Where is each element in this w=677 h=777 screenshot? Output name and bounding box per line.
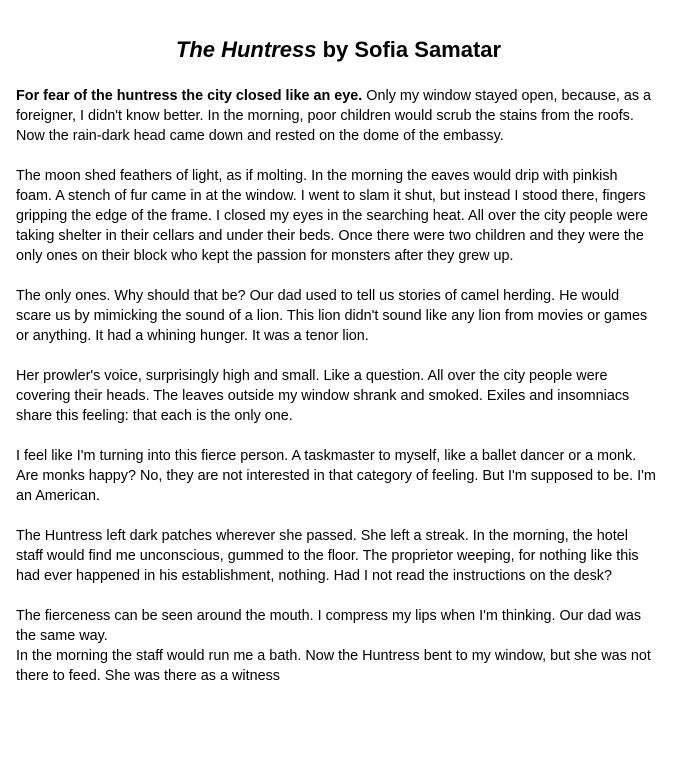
paragraph-1-lead: For fear of the huntress the city closed like an eye.	[16, 88, 363, 104]
paragraph-7: The fierceness can be seen around the mouth. I compress my lips when I'm thinking. Our dad was the same way.	[16, 608, 642, 644]
document-body	[16, 86, 656, 686]
paragraph-1	[16, 86, 656, 146]
paragraph-1-text: Only my window stayed open, because, as a foreigner, I didn't know better. In the morning, poor children would scrub the stains from the roofs. Now the rain-dark head came down and rested on the dome of the embassy.	[16, 88, 652, 144]
paragraph-8: In the morning the staff would run me a bath. Now the Huntress bent to my window, but she was not there to feed. She was there as a witness	[16, 648, 651, 684]
document-page	[0, 36, 677, 777]
paragraph-4: Her prowler's voice, surprisingly high and small. Like a question. All over the city people were covering their heads. The leaves outside my window shrank and smoked. Exiles and insomniacs share this feeling: that each is the only one.	[16, 368, 630, 424]
title-work-name: The Huntress	[175, 37, 317, 62]
paragraph-3: The only ones. Why should that be? Our dad used to tell us stories of camel herding. He would scare us by mimicking the sound of a lion. This lion didn't sound like any lion from movies or games or anything. It had a whining hunger. It was a tenor lion.	[16, 288, 648, 344]
document-title	[16, 36, 661, 64]
paragraph-6: The Huntress left dark patches wherever she passed. She left a streak. In the morning, the hotel staff would find me unconscious, gummed to the floor. The proprietor weeping, for nothing like this had ever happened in his establishment, nothing. Had I not read the instructions on the desk?	[16, 528, 639, 584]
title-author: by Sofia Samatar	[316, 37, 502, 62]
paragraph-5: I feel like I'm turning into this fierce person. A taskmaster to myself, like a ballet dancer or a monk. Are monks happy? No, they are not interested in that category of feeling. But I'm supposed to be. I'm an American.	[16, 448, 656, 504]
paragraph-2: The moon shed feathers of light, as if molting. In the morning the eaves would drip with pinkish foam. A stench of fur came in at the window. I went to slam it shut, but instead I stood there, fingers gripping the edge of the frame. I closed my eyes in the searching heat. All over the city people were taking shelter in their cellars and under their beds. Once there were two children and they were the only ones on their block who kept the passion for monsters after they grew up.	[16, 168, 648, 264]
